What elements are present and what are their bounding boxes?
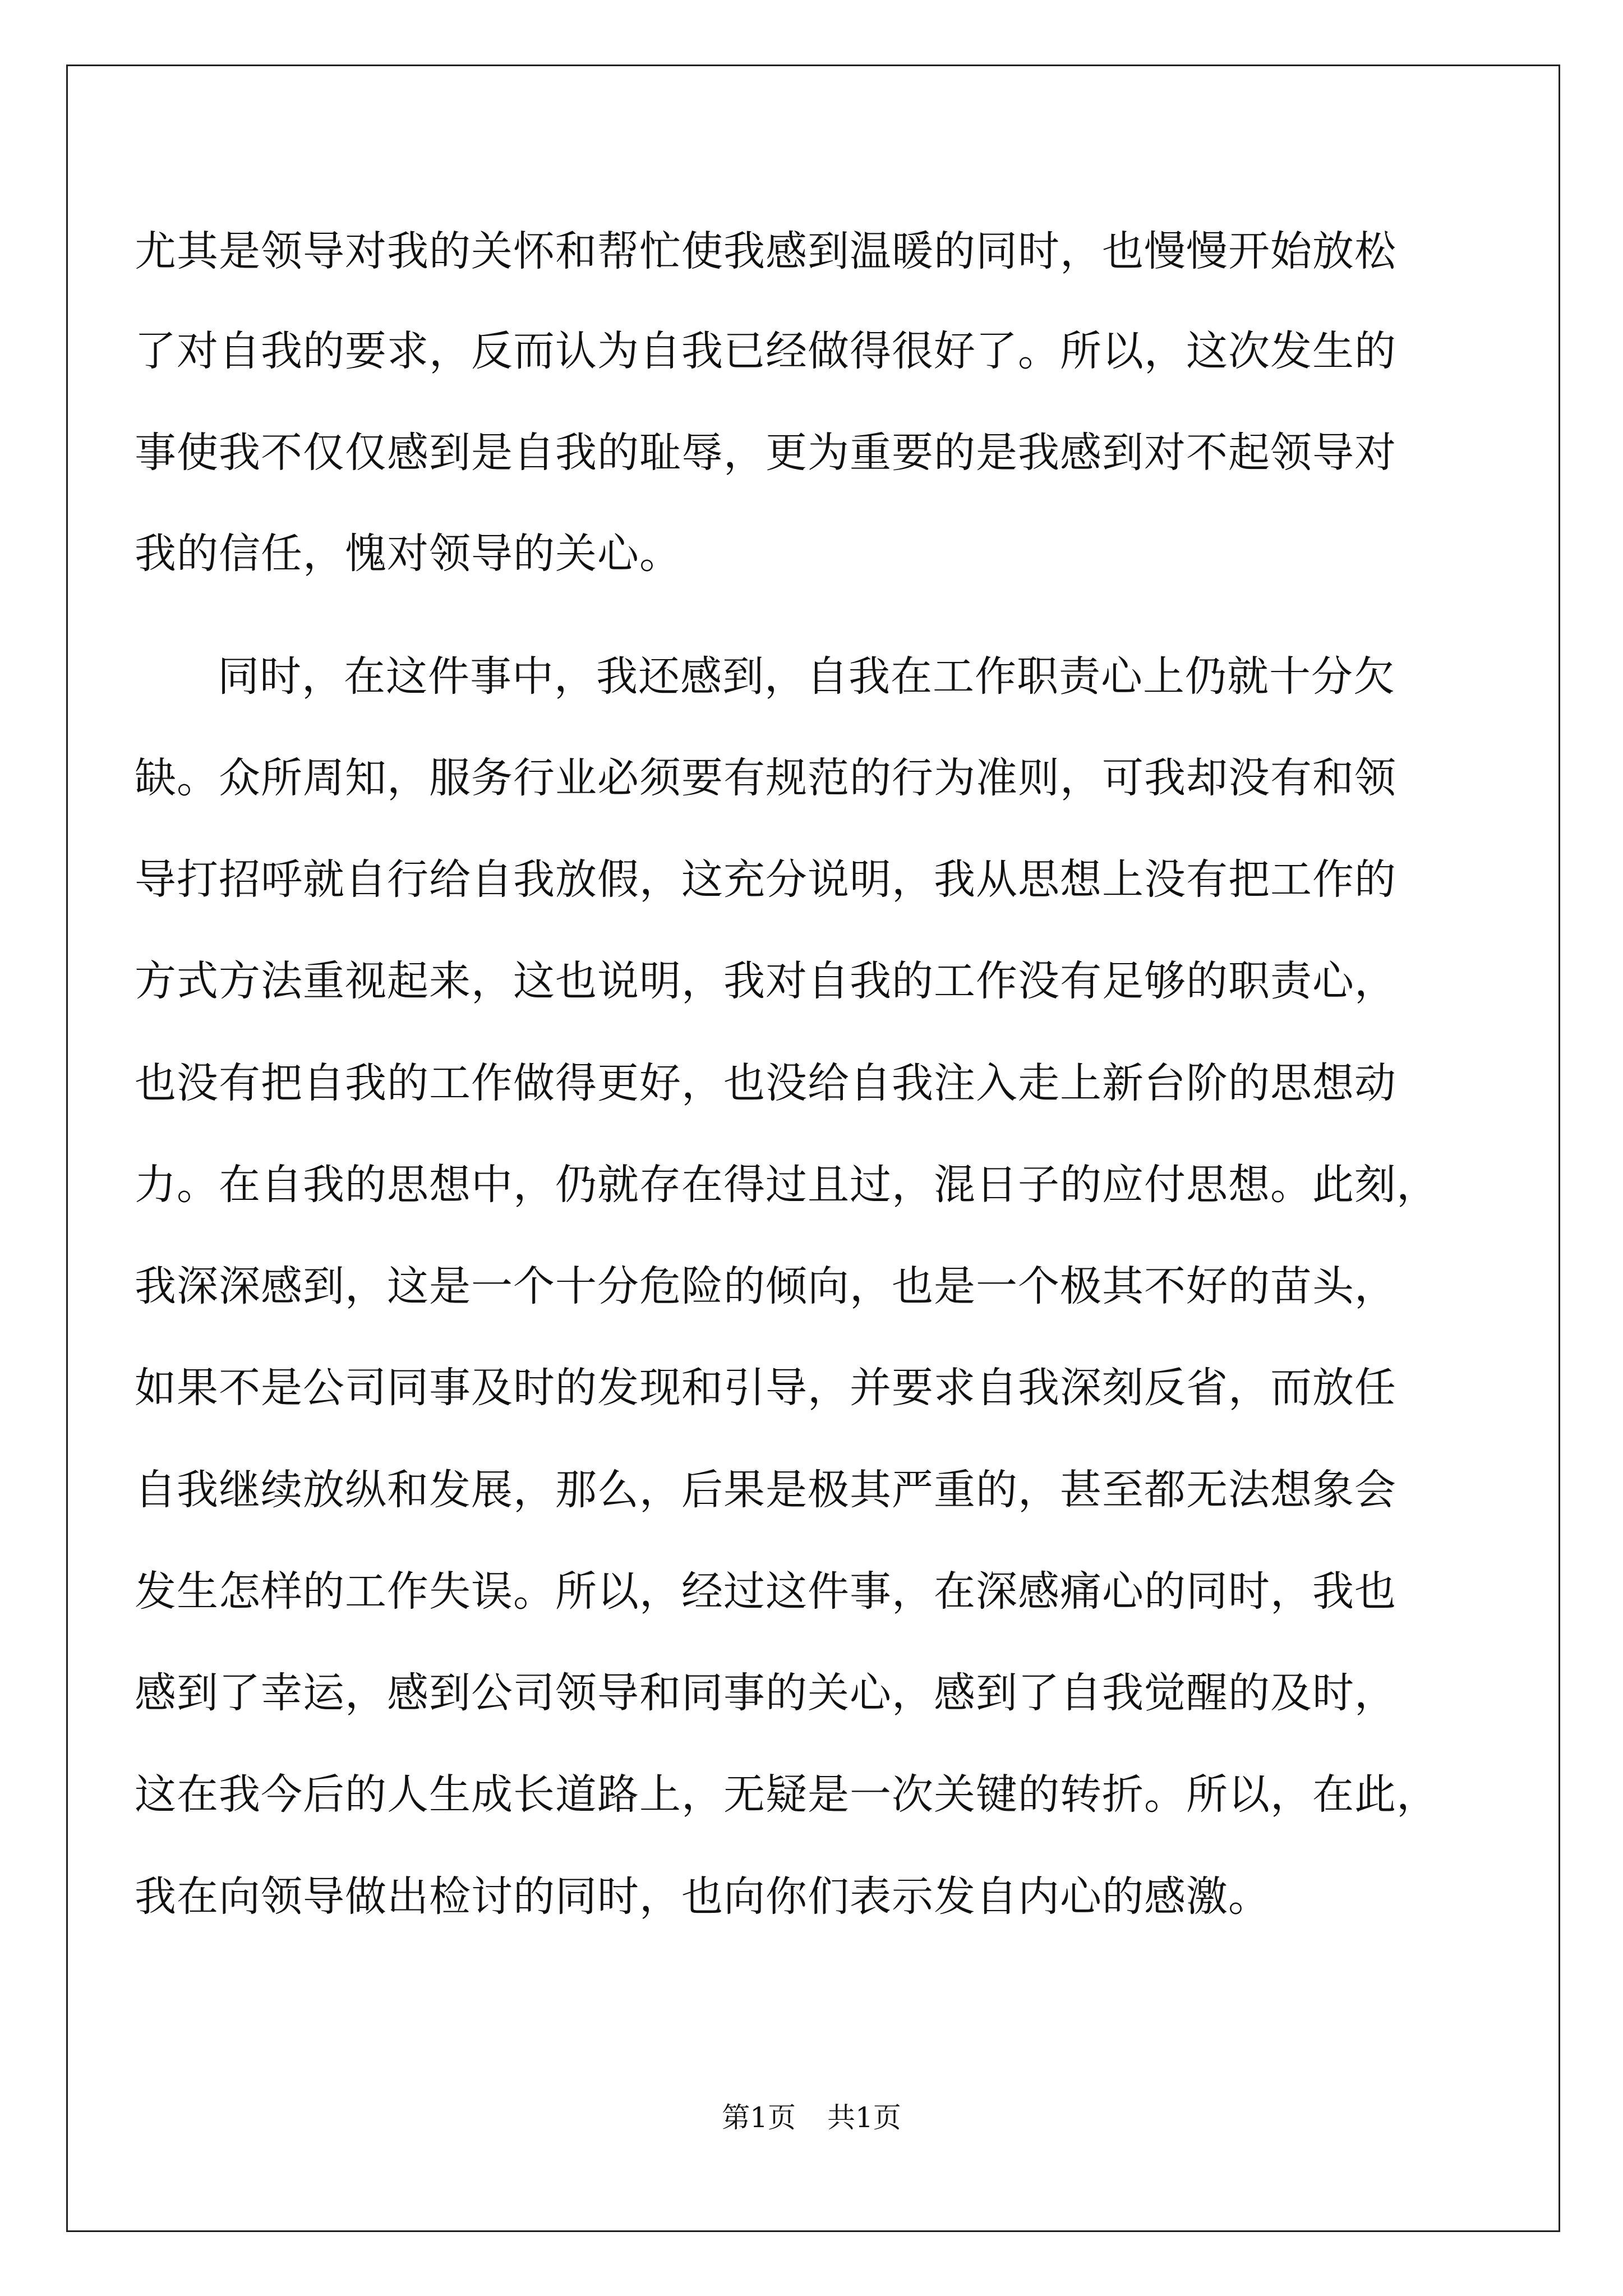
text-line: 发生怎样的工作失误。所以，经过这件事，在深感痛心的同时，我也	[135, 1567, 1396, 1616]
page-number: 第1页	[722, 2101, 796, 2134]
text-line: 这在我今后的人生成长道路上，无疑是一次关键的转折。所以，在此，	[135, 1770, 1438, 1819]
text-line: 缺。众所周知，服务行业必须要有规范的行为准则，可我却没有和领	[135, 754, 1396, 802]
text-line: 我的信任，愧对领导的关心。	[135, 530, 681, 578]
text-line: 我深深感到，这是一个十分危险的倾向，也是一个极其不好的苗头，	[135, 1262, 1396, 1310]
text-line: 了对自我的要求，反而认为自我已经做得很好了。所以，这次发生的	[135, 327, 1396, 375]
page-count: 共1页	[827, 2101, 901, 2134]
text-line: 尤其是领导对我的关怀和帮忙使我感到温暖的同时，也慢慢开始放松	[135, 227, 1396, 275]
text-line: 导打招呼就自行给自我放假，这充分说明，我从思想上没有把工作的	[135, 855, 1396, 904]
text-line: 感到了幸运，感到公司领导和同事的关心，感到了自我觉醒的及时，	[135, 1669, 1396, 1717]
text-line: 如果不是公司同事及时的发现和引导，并要求自我深刻反省，而放任	[135, 1364, 1396, 1412]
text-line: 方式方法重视起来，这也说明，我对自我的工作没有足够的职责心，	[135, 957, 1396, 1005]
page-footer	[0, 2098, 1623, 2137]
paragraph-first-line: 同时，在这件事中，我还感到，自我在工作职责心上仍就十分欠	[218, 652, 1395, 701]
text-line: 力。在自我的思想中，仍就存在得过且过，混日子的应付思想。此刻，	[135, 1161, 1438, 1209]
text-line: 自我继续放纵和发展，那么，后果是极其严重的，甚至都无法想象会	[135, 1466, 1396, 1514]
text-line: 也没有把自我的工作做得更好，也没给自我注入走上新台阶的思想动	[135, 1059, 1396, 1107]
text-line: 事使我不仅仅感到是自我的耻辱，更为重要的是我感到对不起领导对	[135, 429, 1396, 477]
text-line: 我在向领导做出检讨的同时，也向你们表示发自内心的感激。	[135, 1872, 1270, 1921]
